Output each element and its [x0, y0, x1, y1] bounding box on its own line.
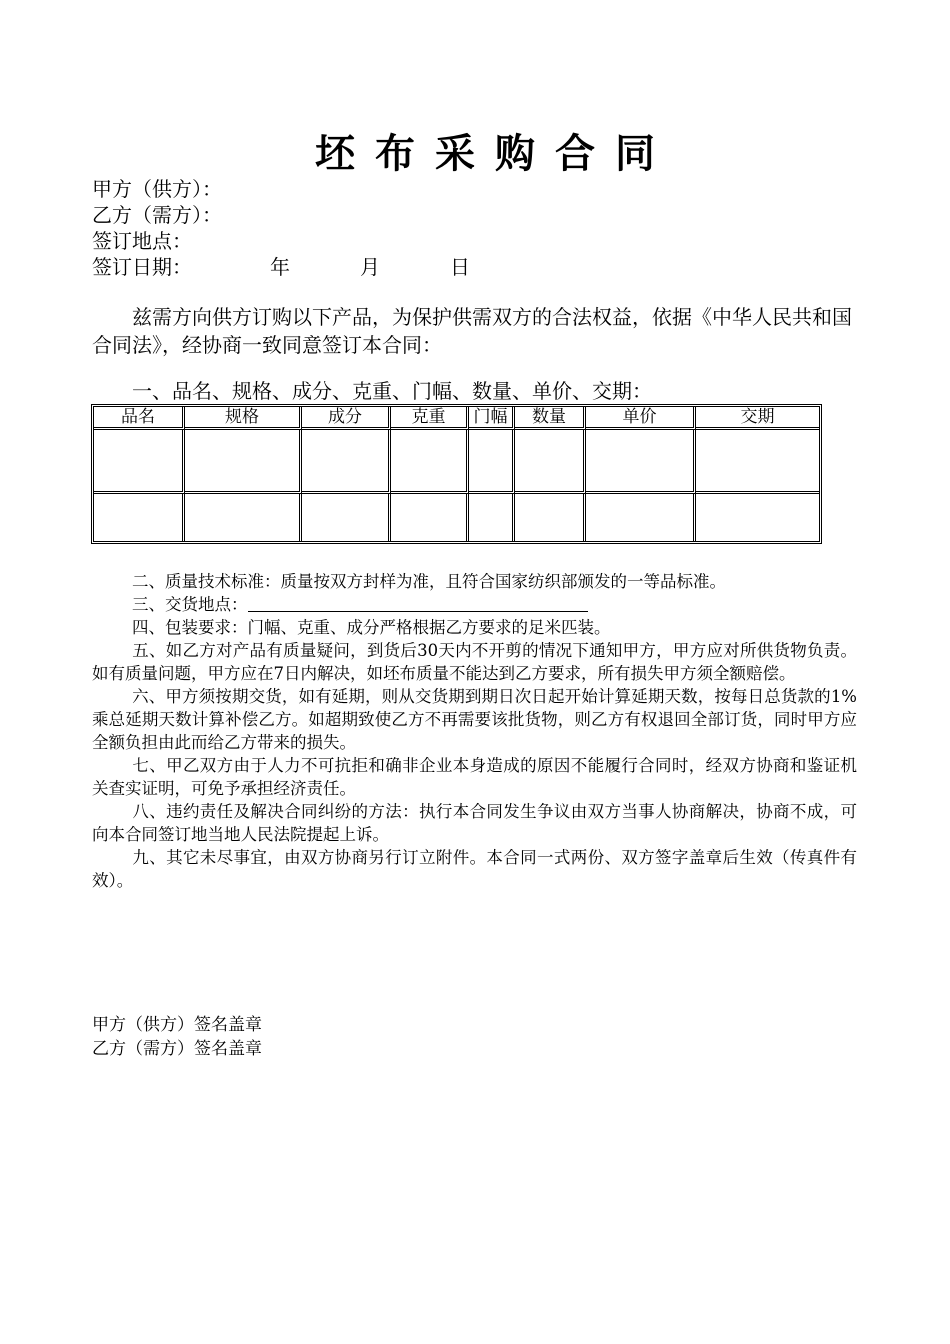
year-label: 年: [270, 255, 290, 279]
clause-9: [92, 846, 857, 892]
table-cell[interactable]: [586, 494, 696, 541]
table-cell[interactable]: [515, 430, 586, 494]
clause-3: [92, 593, 857, 616]
page-title: 坯布采购合同: [315, 130, 675, 177]
table-cell[interactable]: [586, 430, 696, 494]
column-header: 克重: [391, 407, 469, 430]
clause-3-text: 三、交货地点：: [132, 595, 248, 614]
table-cell[interactable]: [469, 430, 515, 494]
table-cell[interactable]: [391, 494, 469, 541]
column-header: 品名: [94, 407, 185, 430]
table-cell[interactable]: [94, 494, 185, 541]
clause-4: [92, 616, 857, 639]
column-header: 单价: [586, 407, 696, 430]
column-header: 数量: [515, 407, 586, 430]
clause-2-text: 二、质量技术标准：质量按双方封样为准，且符合国家纺织部颁发的一等品标准。: [132, 572, 726, 591]
table-cell[interactable]: [302, 494, 391, 541]
sign-place-label: 签订地点：: [92, 229, 192, 253]
table-cell[interactable]: [696, 430, 819, 494]
clause-7-text: 七、甲乙双方由于人力不可抗拒和确非企业本身造成的原因不能履行合同时，经双方协商和鉴证机关查实证明，可免予承担经济责任。: [92, 756, 857, 798]
clause-7: [92, 754, 857, 800]
table-cell[interactable]: [185, 494, 302, 541]
clause-2: [92, 570, 857, 593]
clause-9-text: 九、其它未尽事宜，由双方协商另行订立附件。本合同一式两份、双方签字盖章后生效（传真件有效）。: [92, 848, 857, 890]
table-cell[interactable]: [185, 430, 302, 494]
intro-paragraph: [92, 303, 852, 359]
party-a-label: 甲方（供方）：: [92, 177, 222, 201]
sign-date-row: [92, 254, 492, 280]
column-header: 规格: [185, 407, 302, 430]
party-b-signature: 乙方（需方）签名盖章: [92, 1039, 262, 1059]
intro-text: 兹需方向供方订购以下产品，为保护供需双方的合法权益，依据《中华人民共和国合同法》，经协商一致同意签订本合同：: [92, 305, 852, 357]
table-cell[interactable]: [391, 430, 469, 494]
clause-6-text: 六、甲方须按期交货，如有延期，则从交货期到期日次日起开始计算延期天数，按每日总货款的1%乘总延期天数计算补偿乙方。如超期致使乙方不再需要该批货物，则乙方有权退回全部订货，同时甲方应全额负担由此而给乙方带来的损失。: [92, 687, 857, 752]
clause-6: [92, 685, 857, 754]
table-cell[interactable]: [515, 494, 586, 541]
table-cell[interactable]: [469, 494, 515, 541]
table-row: [94, 430, 819, 494]
column-header: 交期: [696, 407, 819, 430]
column-header: 门幅: [469, 407, 515, 430]
table-header-row: [94, 407, 819, 430]
product-table: [91, 404, 822, 544]
table-cell[interactable]: [302, 430, 391, 494]
column-header: 成分: [302, 407, 391, 430]
clause-8-text: 八、违约责任及解决合同纠纷的方法：执行本合同发生争议由双方当事人协商解决，协商不成，可向本合同签订地当地人民法院提起上诉。: [92, 802, 857, 844]
clause-5-text: 五、如乙方对产品有质量疑问，到货后30天内不开剪的情况下通知甲方，甲方应对所供货物负责。如有质量问题，甲方应在7日内解决，如坯布质量不能达到乙方要求，所有损失甲方须全额赔偿。: [92, 641, 857, 683]
day-label: 日: [450, 255, 470, 279]
table-row: [94, 494, 819, 541]
clause-8: [92, 800, 857, 846]
party-b-label: 乙方（需方）：: [92, 203, 222, 227]
table-cell[interactable]: [696, 494, 819, 541]
month-label: 月: [360, 255, 380, 279]
clause-4-text: 四、包装要求：门幅、克重、成分严格根据乙方要求的足米匹装。: [132, 618, 611, 637]
table-cell[interactable]: [94, 430, 185, 494]
party-a-signature: 甲方（供方）签名盖章: [92, 1015, 262, 1035]
sign-date-label: 签订日期：: [92, 255, 192, 279]
section-1-heading: 一、品名、规格、成分、克重、门幅、数量、单价、交期：: [132, 379, 652, 403]
delivery-location-blank[interactable]: [248, 595, 588, 612]
contract-clauses: [92, 570, 857, 892]
clause-5: [92, 639, 857, 685]
